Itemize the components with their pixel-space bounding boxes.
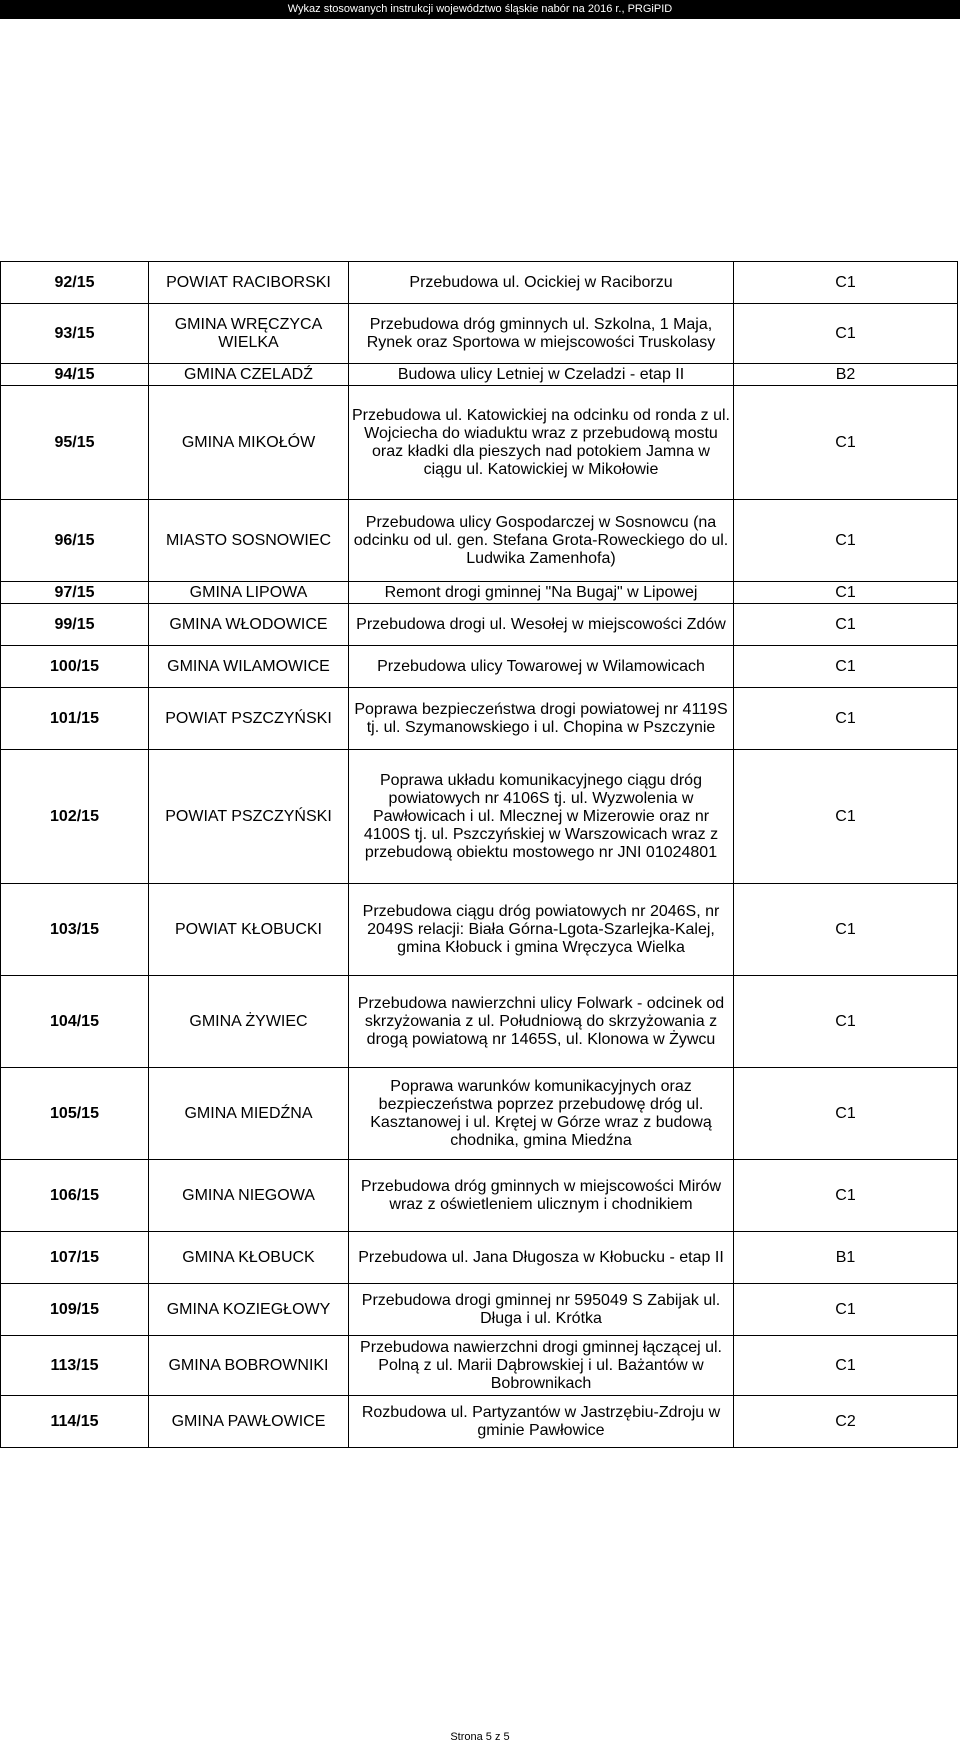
row-task: Przebudowa drogi gminnej nr 595049 S Zabijak ul. Długa i ul. Krótka [349, 1284, 734, 1336]
row-nr: 100/15 [1, 646, 149, 688]
row-beneficiary: GMINA KŁOBUCK [149, 1232, 349, 1284]
row-instruction: C1 [734, 304, 958, 364]
row-beneficiary: GMINA WILAMOWICE [149, 646, 349, 688]
row-beneficiary: MIASTO SOSNOWIEC [149, 500, 349, 582]
row-beneficiary: GMINA MIKOŁÓW [149, 386, 349, 500]
row-instruction: C1 [734, 262, 958, 304]
row-task: Przebudowa ul. Ocickiej w Raciborzu [349, 262, 734, 304]
row-instruction: C1 [734, 976, 958, 1068]
row-beneficiary: GMINA PAWŁOWICE [149, 1396, 349, 1448]
row-nr: 96/15 [1, 500, 149, 582]
row-instruction: C1 [734, 582, 958, 604]
row-instruction: C1 [734, 1284, 958, 1336]
row-task: Rozbudowa ul. Partyzantów w Jastrzębiu-Zdroju w gminie Pawłowice [349, 1396, 734, 1448]
row-instruction: B2 [734, 364, 958, 386]
document-header-title: Wykaz stosowanych instrukcji województwo śląskie nabór na 2016 r., PRGiPID [0, 0, 960, 19]
row-beneficiary: GMINA CZELADŹ [149, 364, 349, 386]
row-instruction: C1 [734, 1336, 958, 1396]
row-nr: 114/15 [1, 1396, 149, 1448]
row-instruction: C1 [734, 646, 958, 688]
row-nr: 109/15 [1, 1284, 149, 1336]
row-task: Poprawa bezpieczeństwa drogi powiatowej nr 4119S tj. ul. Szymanowskiego i ul. Chopina w Pszczynie [349, 688, 734, 750]
row-instruction: B1 [734, 1232, 958, 1284]
row-instruction: C1 [734, 884, 958, 976]
row-beneficiary: POWIAT PSZCZYŃSKI [149, 688, 349, 750]
row-beneficiary: GMINA ŻYWIEC [149, 976, 349, 1068]
row-task: Przebudowa drogi ul. Wesołej w miejscowości Zdów [349, 604, 734, 646]
row-nr: 106/15 [1, 1160, 149, 1232]
row-task: Budowa ulicy Letniej w Czeladzi - etap II [349, 364, 734, 386]
row-task: Poprawa warunków komunikacyjnych oraz bezpieczeństwa poprzez przebudowę dróg ul. Kasztanowej i ul. Krętej w Górze wraz z budową chodnika, gmina Miedźna [349, 1068, 734, 1160]
row-nr: 99/15 [1, 604, 149, 646]
row-task: Przebudowa ciągu dróg powiatowych nr 2046S, nr 2049S relacji: Biała Górna-Lgota-Szarlejka-Kalej, gmina Kłobuck i gmina Wręczyca Wielka [349, 884, 734, 976]
row-task: Przebudowa ulicy Towarowej w Wilamowicach [349, 646, 734, 688]
row-nr: 103/15 [1, 884, 149, 976]
row-nr: 113/15 [1, 1336, 149, 1396]
row-beneficiary: GMINA NIEGOWA [149, 1160, 349, 1232]
row-task: Przebudowa nawierzchni drogi gminnej łączącej ul. Polną z ul. Marii Dąbrowskiej i ul. Bażantów w Bobrownikach [349, 1336, 734, 1396]
row-nr: 107/15 [1, 1232, 149, 1284]
row-instruction: C1 [734, 500, 958, 582]
row-instruction: C1 [734, 688, 958, 750]
row-beneficiary: POWIAT KŁOBUCKI [149, 884, 349, 976]
row-nr: 105/15 [1, 1068, 149, 1160]
row-task: Przebudowa ul. Katowickiej na odcinku od ronda z ul. Wojciecha do wiaduktu wraz z przebudową mostu oraz kładki dla pieszych nad potokiem Jamna w ciągu ul. Katowickiej w Mikołowie [349, 386, 734, 500]
row-instruction: C1 [734, 1068, 958, 1160]
row-beneficiary: GMINA LIPOWA [149, 582, 349, 604]
row-nr: 97/15 [1, 582, 149, 604]
row-instruction: C1 [734, 386, 958, 500]
row-beneficiary: GMINA KOZIEGŁOWY [149, 1284, 349, 1336]
row-beneficiary: GMINA WŁODOWICE [149, 604, 349, 646]
row-nr: 95/15 [1, 386, 149, 500]
row-beneficiary: GMINA BOBROWNIKI [149, 1336, 349, 1396]
row-task: Przebudowa dróg gminnych w miejscowości Mirów wraz z oświetleniem ulicznym i chodnikiem [349, 1160, 734, 1232]
row-nr: 93/15 [1, 304, 149, 364]
row-nr: 101/15 [1, 688, 149, 750]
row-task: Remont drogi gminnej "Na Bugaj" w Lipowej [349, 582, 734, 604]
row-nr: 104/15 [1, 976, 149, 1068]
row-task: Przebudowa ulicy Gospodarczej w Sosnowcu (na odcinku od ul. gen. Stefana Grota-Roweckiego do ul. Ludwika Zamenhofa) [349, 500, 734, 582]
row-instruction: C1 [734, 604, 958, 646]
row-beneficiary: POWIAT PSZCZYŃSKI [149, 750, 349, 884]
investment-table [0, 261, 958, 1448]
row-nr: 102/15 [1, 750, 149, 884]
row-beneficiary: POWIAT RACIBORSKI [149, 262, 349, 304]
row-instruction: C1 [734, 750, 958, 884]
row-nr: 92/15 [1, 262, 149, 304]
row-task: Poprawa układu komunikacyjnego ciągu dróg powiatowych nr 4106S tj. ul. Wyzwolenia w Pawłowicach i ul. Mlecznej w Mizerowie oraz nr 4100S tj. ul. Pszczyńskiej w Warszowicach wraz z przebudową obiektu mostowego nr JNI 01024801 [349, 750, 734, 884]
row-instruction: C1 [734, 1160, 958, 1232]
row-beneficiary: GMINA MIEDŹNA [149, 1068, 349, 1160]
row-beneficiary: GMINA WRĘCZYCA WIELKA [149, 304, 349, 364]
row-task: Przebudowa dróg gminnych ul. Szkolna, 1 Maja, Rynek oraz Sportowa w miejscowości Truskolasy [349, 304, 734, 364]
row-instruction: C2 [734, 1396, 958, 1448]
page-number: Strona 5 z 5 [450, 1731, 510, 1743]
row-nr: 94/15 [1, 364, 149, 386]
row-task: Przebudowa ul. Jana Długosza w Kłobucku - etap II [349, 1232, 734, 1284]
row-task: Przebudowa nawierzchni ulicy Folwark - odcinek od skrzyżowania z ul. Południową do skrzyżowania z drogą powiatową nr 1465S, ul. Klonowa w Żywcu [349, 976, 734, 1068]
